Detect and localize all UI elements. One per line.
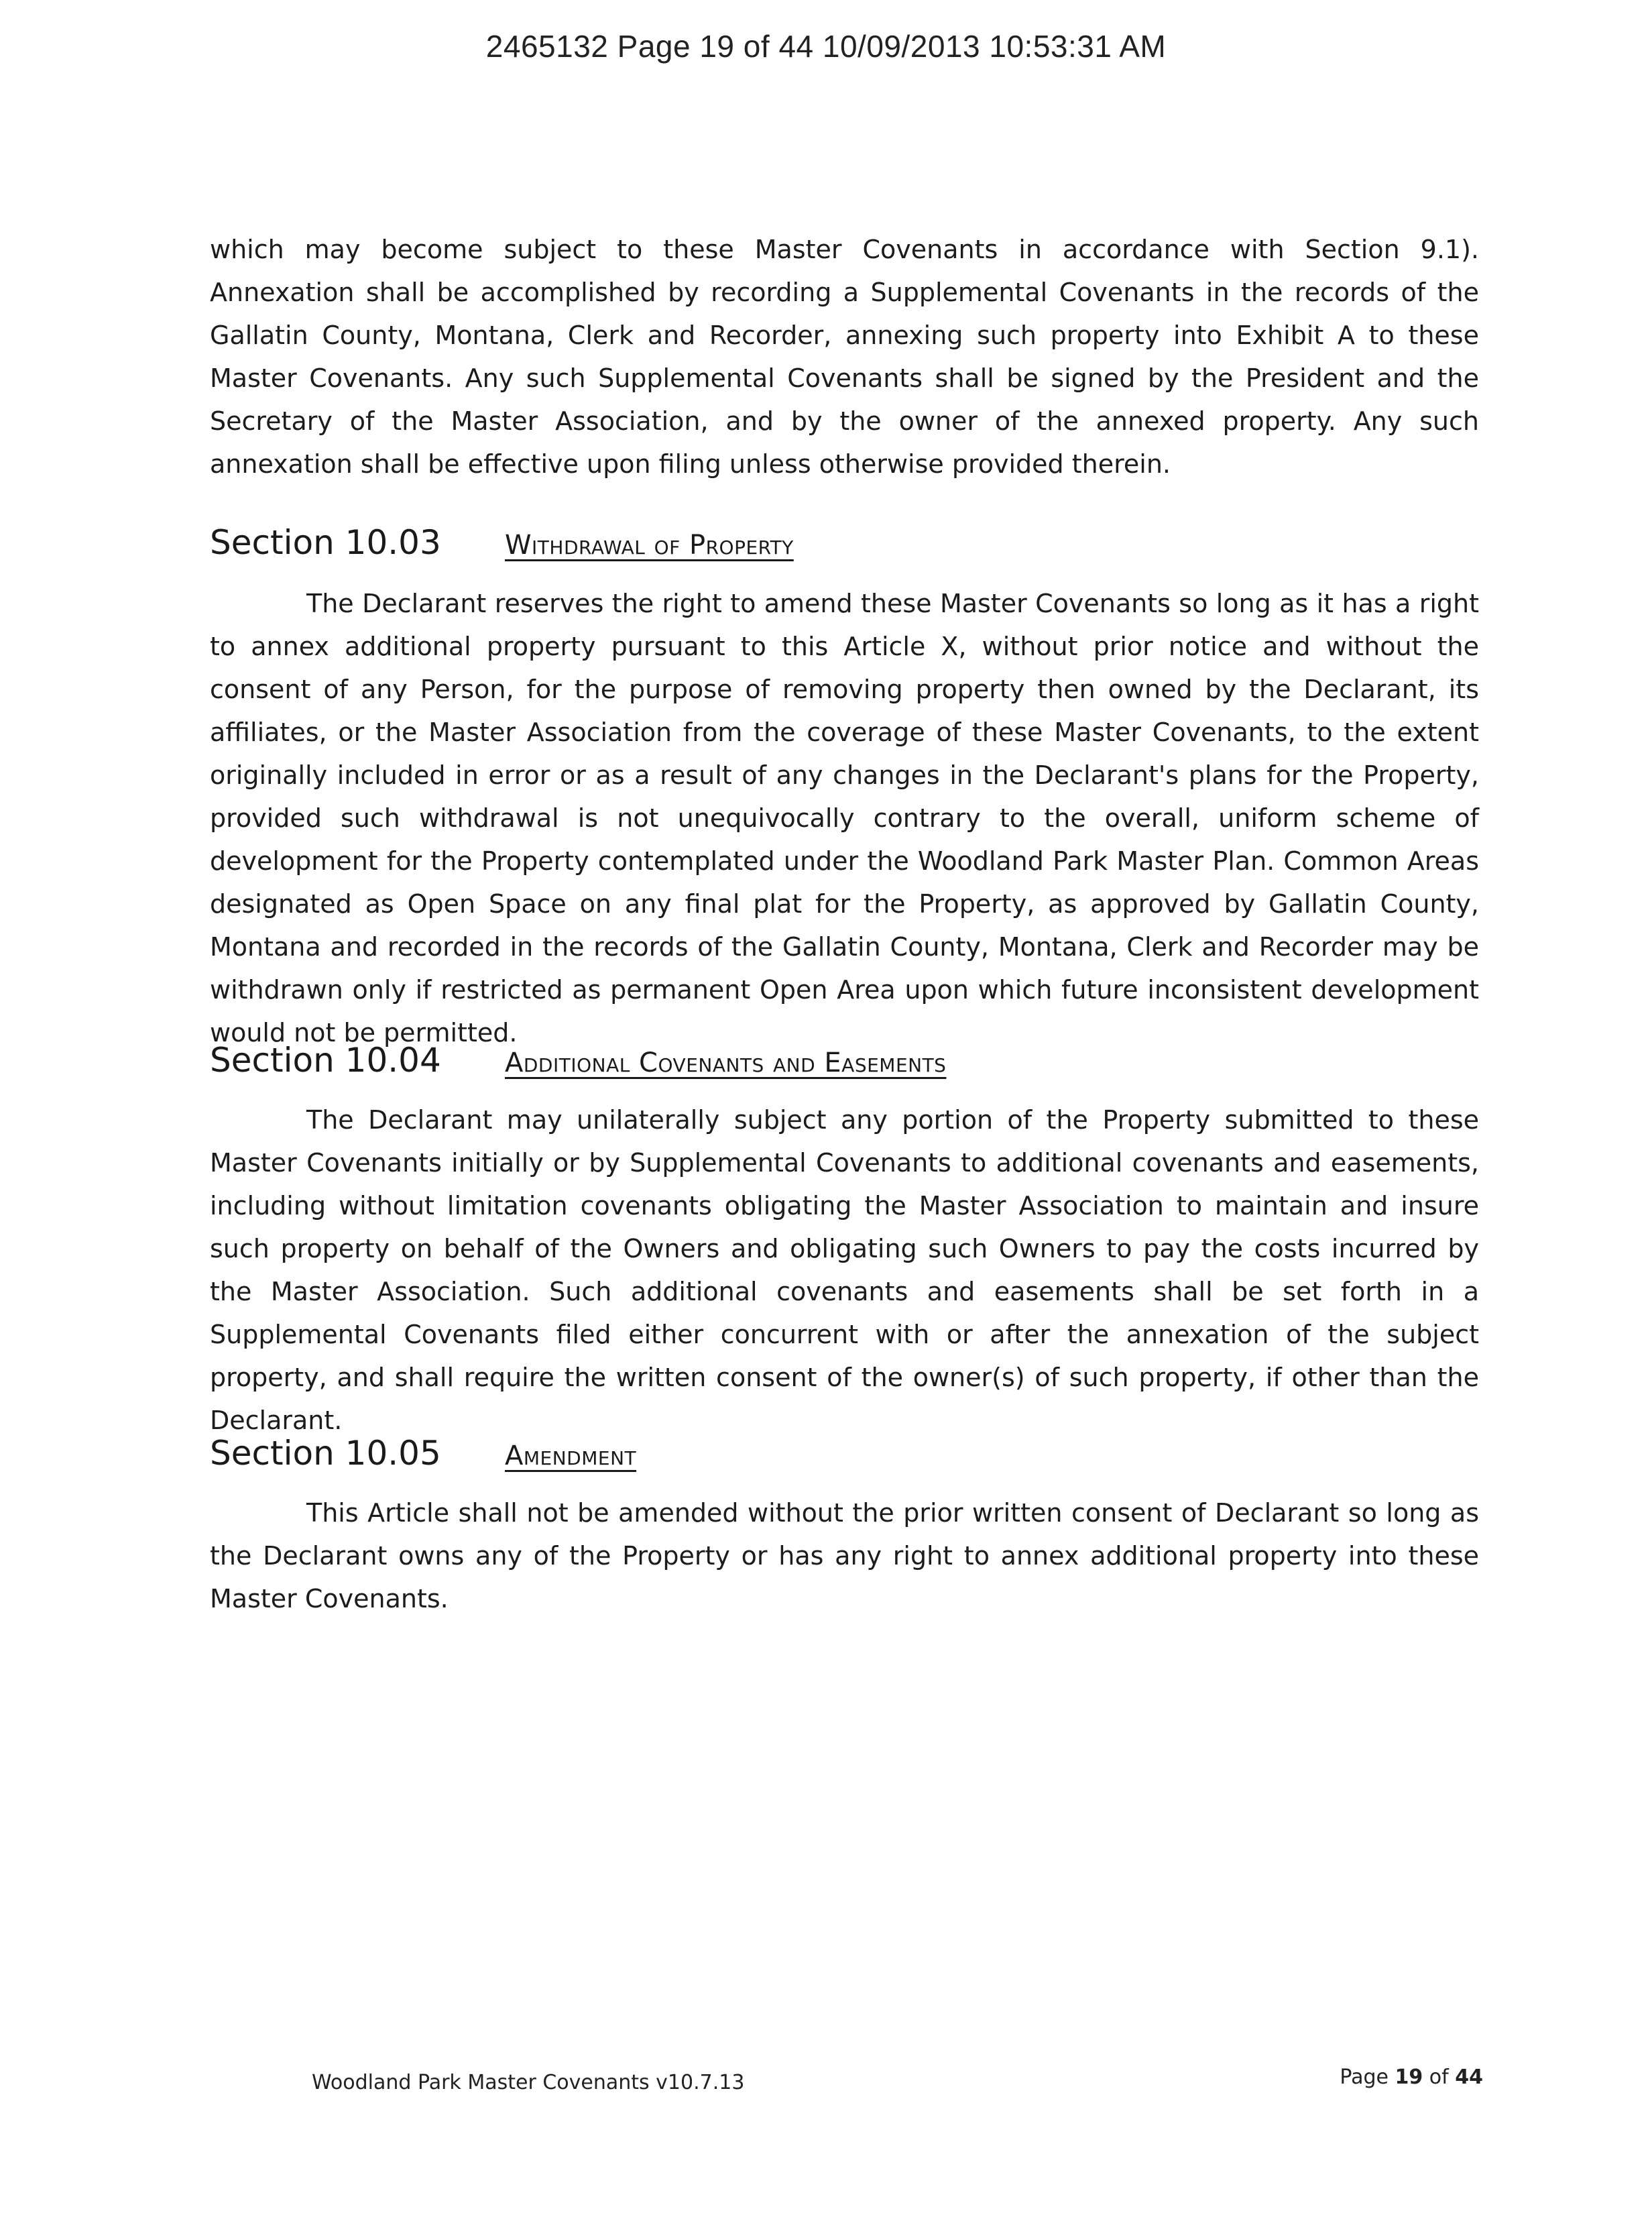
footer-page-prefix: Page	[1340, 2065, 1395, 2089]
section-body-10-04	[210, 1098, 1479, 1442]
section-body-text: The Declarant reserves the right to amend these Master Covenants so long as it has a right to annex additional property pursuant to this Article X, without prior notice and without the consent of any Person, for the purpose of removing property then owned by the Declarant, its affiliates, or the Master Association from the coverage of these Master Covenants, to the extent originally included in error or as a result of any changes in the Declarant's plans for the Property, provided such withdrawal is not unequivocally contrary to the overall, uniform scheme of development for the Property contemplated under the Woodland Park Master Plan. Common Areas designated as Open Space on any final plat for the Property, as approved by Gallatin County, Montana and recorded in the records of the Gallatin County, Montana, Clerk and Recorder may be withdrawn only if restricted as permanent Open Area upon which future inconsistent development would not be permitted.	[210, 589, 1479, 1047]
section-body-10-05	[210, 1491, 1479, 1620]
section-body-text: This Article shall not be amended without the prior written consent of Declarant so long as the Declarant owns any of the Property or has any right to annex additional property into these Master Covenants.	[210, 1498, 1479, 1613]
intro-paragraph	[210, 228, 1479, 486]
footer-page-total: 44	[1455, 2065, 1483, 2089]
footer-page-current: 19	[1395, 2065, 1423, 2089]
section-body-text: The Declarant may unilaterally subject any portion of the Property submitted to these Master Covenants initially or by Supplemental Covenants to additional covenants and easements, including without limitation covenants obligating the Master Association to maintain and insure such property on behalf of the Owners and obligating such Owners to pay the costs incurred by the Master Association. Such additional covenants and easements shall be set forth in a Supplemental Covenants filed either concurrent with or after the annexation of the subject property, and shall require the written consent of the owner(s) of such property, if other than the Declarant.	[210, 1105, 1479, 1435]
section-title: Additional Covenants and Easements	[505, 1047, 947, 1078]
footer-document-name: Woodland Park Master Covenants v10.7.13	[312, 2071, 745, 2094]
section-number: Section 10.05	[210, 1434, 441, 1473]
section-number: Section 10.04	[210, 1041, 441, 1080]
recording-stamp: 2465132 Page 19 of 44 10/09/2013 10:53:31 AM	[485, 29, 1167, 64]
section-title: Withdrawal of Property	[505, 530, 794, 561]
section-title: Amendment	[505, 1440, 637, 1471]
section-body-10-03	[210, 582, 1479, 1054]
footer-page-number	[1340, 2065, 1483, 2089]
section-heading-10-04	[210, 1041, 1479, 1080]
section-heading-10-05	[210, 1434, 1479, 1473]
footer-page-separator: of	[1423, 2065, 1456, 2089]
intro-paragraph-text: which may become subject to these Master Covenants in accordance with Section 9.1). Annexation shall be accomplished by recording a Supplemental Covenants in the records of the Gallatin County, Montana, Clerk and Recorder, annexing such property into Exhibit A to these Master Covenants. Any such Supplemental Covenants shall be signed by the President and the Secretary of the Master Association, and by the owner of the annexed property. Any such annexation shall be effective upon filing unless otherwise provided therein.	[210, 235, 1479, 479]
section-heading-10-03	[210, 523, 1479, 562]
section-number: Section 10.03	[210, 523, 441, 562]
